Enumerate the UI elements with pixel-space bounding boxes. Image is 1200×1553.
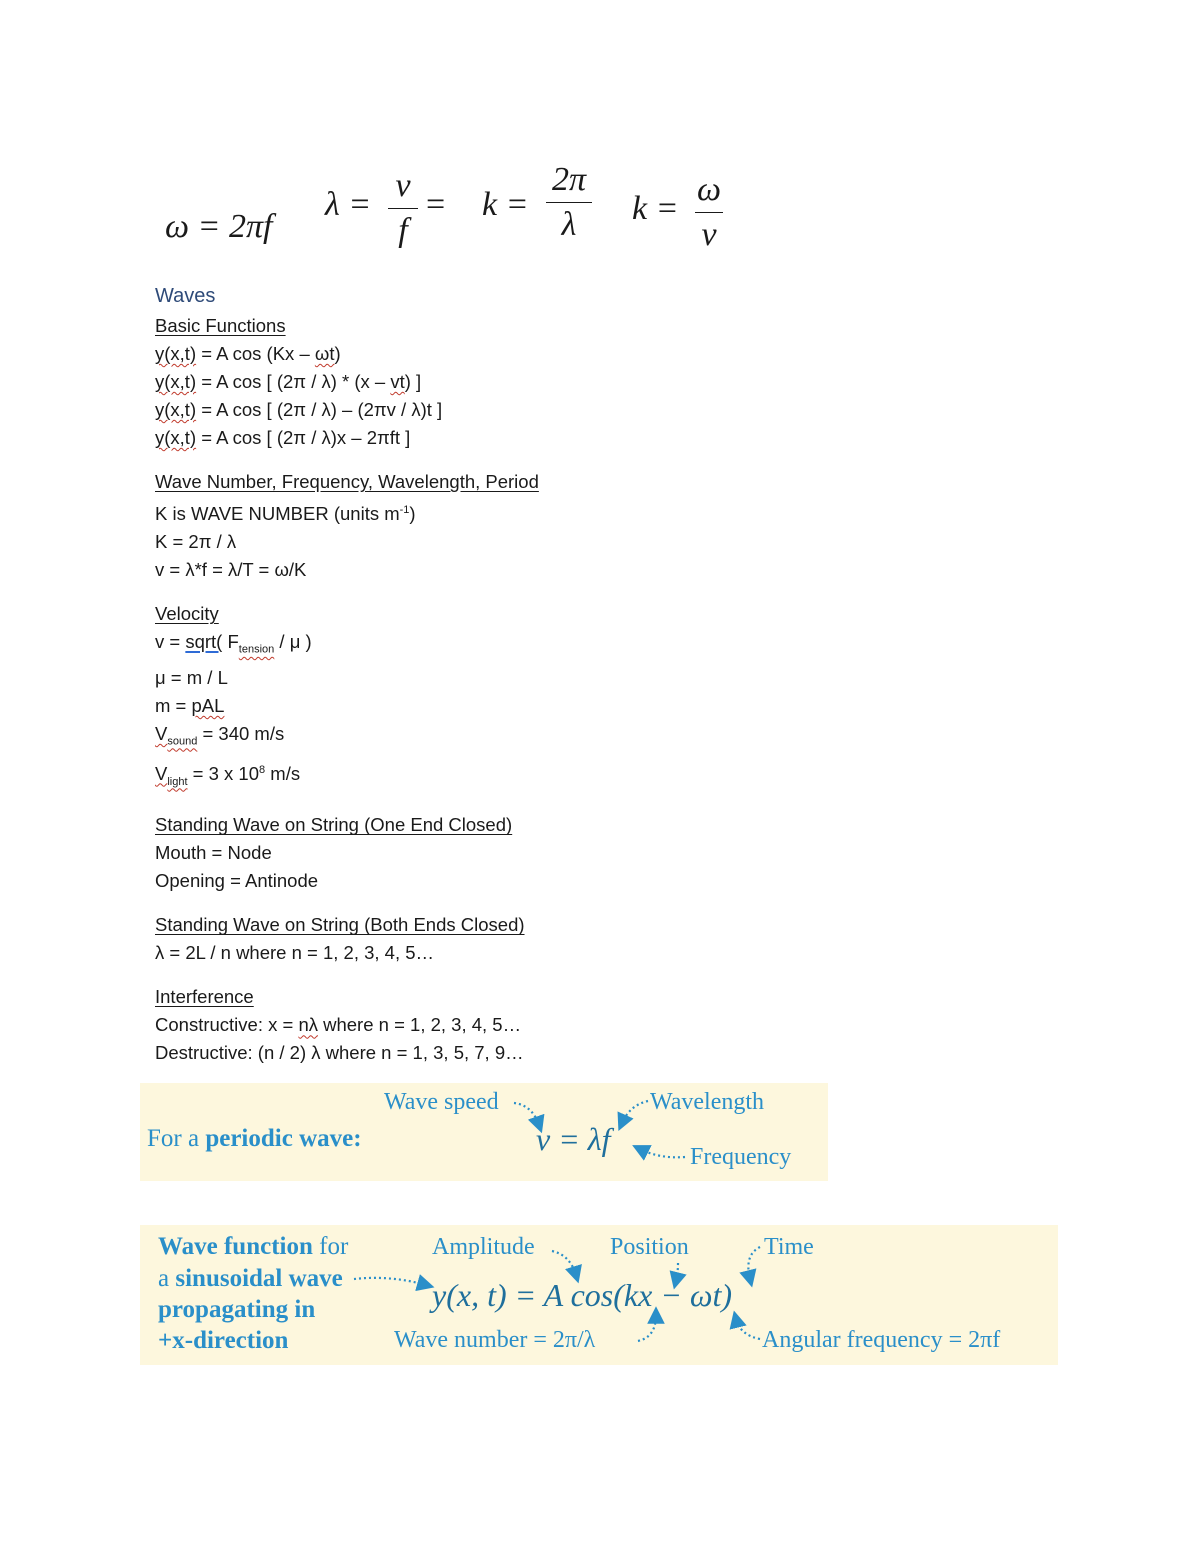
wave-number-section xyxy=(155,468,855,584)
time-label: Time xyxy=(764,1234,814,1260)
formula-line: Mouth = Node xyxy=(155,842,272,864)
position-label: Position xyxy=(610,1234,689,1260)
formula-line: K = 2π / λ xyxy=(155,531,237,553)
k2-numerator: ω xyxy=(696,171,721,208)
formula-line: y(x,t) = A cos [ (2π / λ) * (x – vt) ] xyxy=(155,371,422,392)
lambda-numerator: v xyxy=(395,167,411,204)
velocity-section xyxy=(155,600,855,795)
lambda-rhs-equals: = xyxy=(426,186,446,223)
top-equations xyxy=(160,160,760,260)
formula-line: λ = 2L / n where n = 1, 2, 3, 4, 5… xyxy=(155,942,435,964)
wavelength-label: Wavelength xyxy=(650,1089,765,1115)
k1-numerator: 2π xyxy=(551,161,587,198)
wave-function-lead-4: +x-direction xyxy=(158,1327,289,1354)
formula-line: $V_{sound} = 340$ m/s xyxy=(155,722,285,748)
both-ends-closed-section xyxy=(155,911,855,967)
basic-functions-section xyxy=(155,312,855,452)
fraction-bar xyxy=(388,208,418,209)
wave-function-box xyxy=(140,1225,1058,1365)
wave-function-lead-3: propagating in xyxy=(158,1296,316,1323)
k2-denominator: v xyxy=(701,216,717,253)
k1-lhs: k = xyxy=(482,186,529,223)
section-heading: Interference xyxy=(155,986,254,1008)
wave-notes xyxy=(155,282,855,1083)
formula-line: μ = m / L xyxy=(155,666,228,688)
formula-line: v = sqrt( $F_{tension}$ / μ ) xyxy=(155,631,312,656)
notes-title: Waves xyxy=(155,285,216,307)
amplitude-label: Amplitude xyxy=(432,1234,535,1260)
frequency-label: Frequency xyxy=(690,1144,792,1170)
fraction-bar xyxy=(546,202,592,203)
wave-number-label: Wave number = 2π/λ xyxy=(394,1327,596,1353)
formula-line: y(x,t) = A cos [ (2π / λ)x – 2πft ] xyxy=(155,427,411,448)
formula-line: Opening = Antinode xyxy=(155,870,319,892)
formula-line: K is WAVE NUMBER (units $m^{-1}$) xyxy=(155,503,416,525)
wave-function-lead-2: a sinusoidal wave xyxy=(158,1265,343,1292)
lambda-denominator: f xyxy=(398,212,408,249)
periodic-wave-lead: For a periodic wave: xyxy=(147,1125,362,1152)
k1-denominator: λ xyxy=(561,206,577,243)
section-heading: Standing Wave on String (One End Closed) xyxy=(155,814,513,836)
formula-line: y(x,t) = A cos (Kx – ωt) xyxy=(155,343,341,364)
periodic-wave-equation: v = λf xyxy=(536,1121,611,1157)
k2-fraction xyxy=(695,170,723,255)
wave-speed-label: Wave speed xyxy=(384,1089,499,1115)
omega-equation: ω = 2πf xyxy=(165,208,273,245)
section-heading: Standing Wave on String (Both Ends Closed) xyxy=(155,914,525,936)
fraction-bar xyxy=(695,212,723,213)
annotation-arrows xyxy=(140,1083,828,1181)
wave-function-equation: y(x, t) = A cos(kx − ωt) xyxy=(432,1277,733,1313)
formula-line: v = λ*f = λ/T = ω/K xyxy=(155,559,307,581)
section-heading: Basic Functions xyxy=(155,315,286,336)
section-heading: Velocity xyxy=(155,603,219,625)
wave-function-lead-1: Wave function for xyxy=(158,1233,349,1260)
formula-line: Constructive: x = nλ where n = 1, 2, 3, 4, 5… xyxy=(155,1014,522,1036)
formula-line: y(x,t) = A cos [ (2π / λ) – (2πv / λ)t ] xyxy=(155,399,443,420)
periodic-wave-box xyxy=(140,1083,828,1181)
one-end-closed-section xyxy=(155,811,855,895)
angular-frequency-label: Angular frequency = 2πf xyxy=(762,1327,1001,1353)
interference-section xyxy=(155,983,855,1067)
annotation-arrows xyxy=(140,1225,1058,1365)
lambda-fraction xyxy=(388,166,418,251)
k2-lhs: k = xyxy=(632,190,679,227)
section-heading: Wave Number, Frequency, Wavelength, Period xyxy=(155,471,539,492)
lambda-lhs: λ = xyxy=(325,186,372,223)
formula-line: m = pAL xyxy=(155,694,225,716)
k1-fraction xyxy=(546,160,592,245)
formula-line: $V_{light} = 3$ x $10^8$ m/s xyxy=(155,762,301,788)
formula-line: Destructive: (n / 2) λ where n = 1, 3, 5, 7, 9… xyxy=(155,1042,524,1064)
